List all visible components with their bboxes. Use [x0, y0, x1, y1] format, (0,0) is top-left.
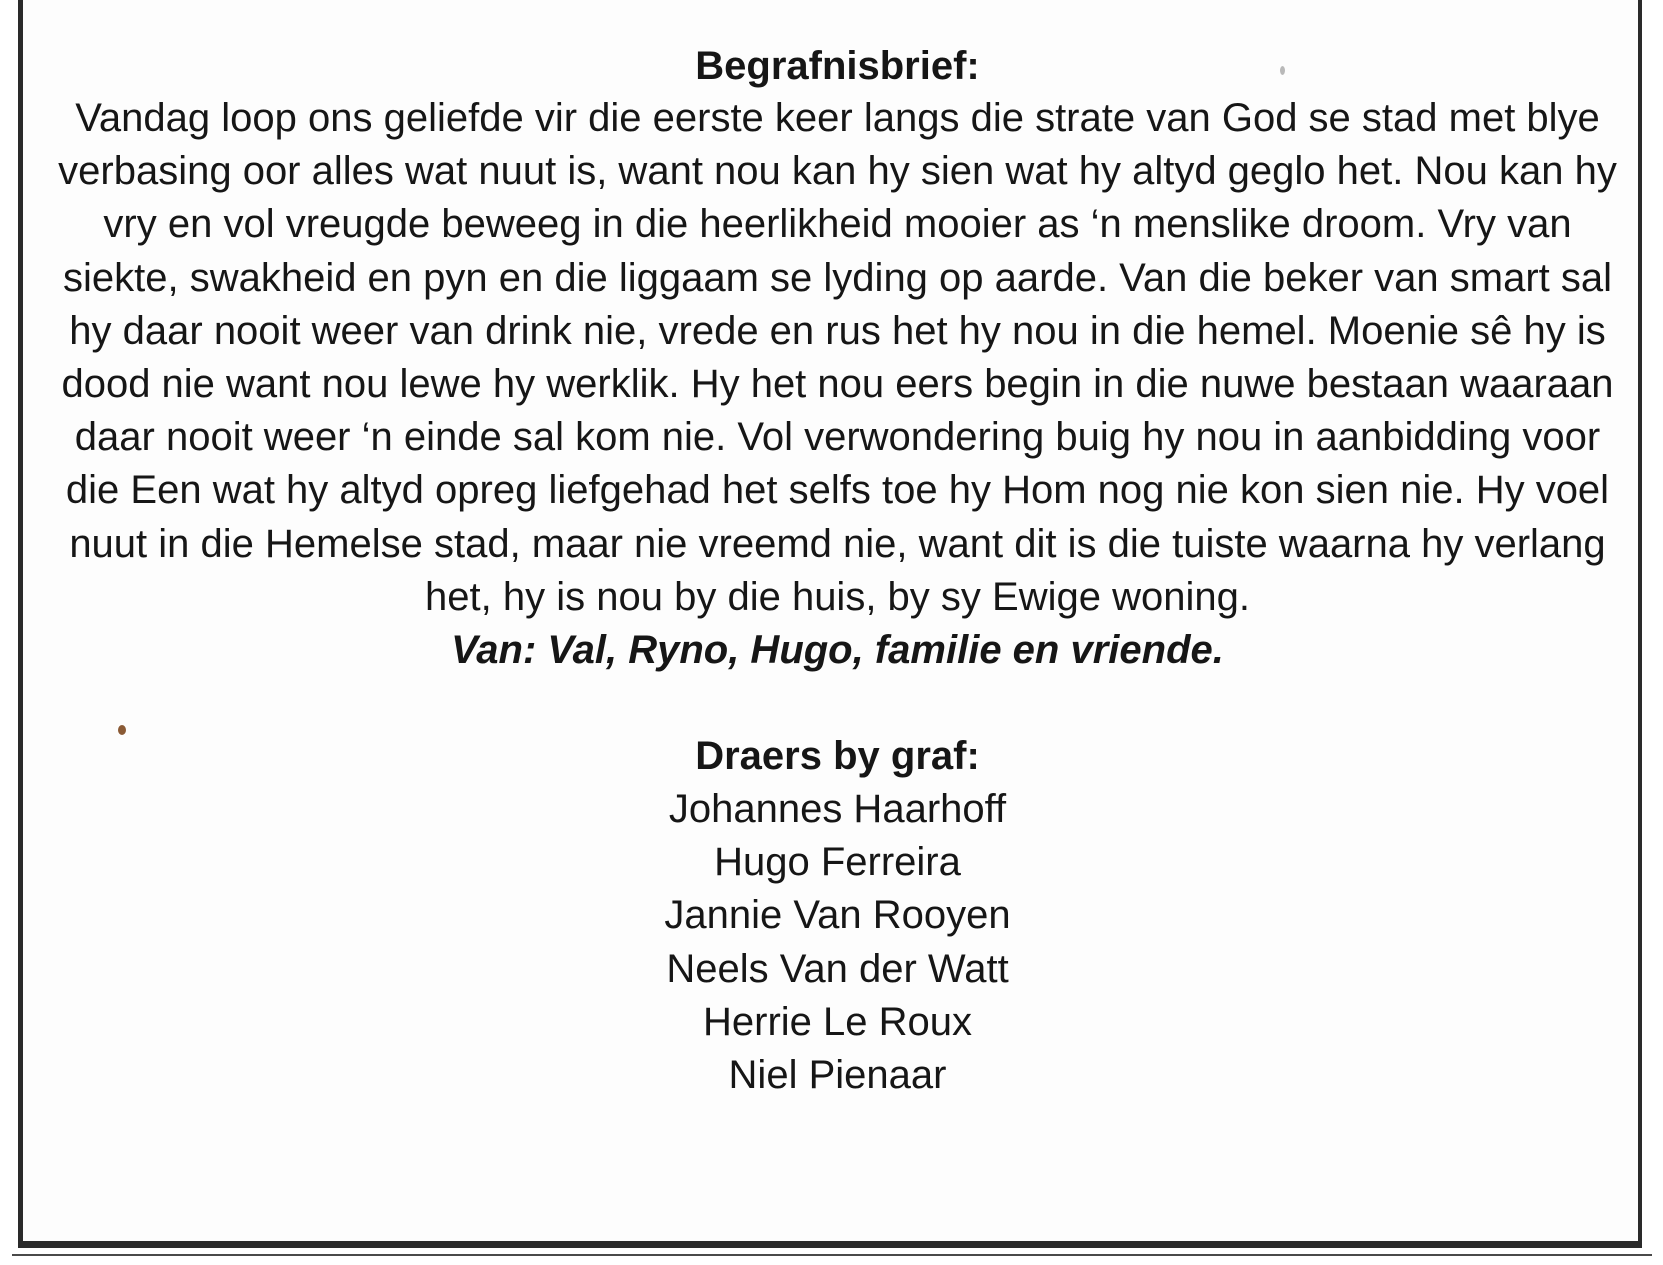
bearers-title: Draers by graf: — [695, 734, 980, 779]
bearer-name: Hugo Ferreira — [714, 840, 961, 885]
bearer-name: Johannes Haarhoff — [668, 787, 1007, 832]
frame-outer-line — [12, 1254, 1652, 1256]
bearer-name: Niel Pienaar — [728, 1053, 947, 1098]
bearer-name: Jannie Van Rooyen — [664, 893, 1011, 938]
bearer-name: Neels Van der Watt — [666, 946, 1009, 991]
bearer-name: Herrie Le Roux — [702, 999, 972, 1044]
letter-signature: Van: Val, Ryno, Hugo, familie en vriende. — [451, 628, 1224, 673]
bearers-list — [50, 783, 1625, 1102]
letter-content — [50, 40, 1625, 1102]
section-spacer — [50, 677, 1625, 730]
letter-body: Vandag loop ons geliefde vir die eerste keer langs die strate van God se stad met blye verbasing oor alles wat nuut is, want nou kan hy sien wat hy altyd geglo het. Nou kan hy vry en vol vreugde beweeg in die heerlikheid mooier as ‘n menslike droom. Vry van siekte, swakheid en pyn en die liggaam se lyding op aarde. Van die beker van smart sal hy daar nooit weer van drink nie, vrede en rus het hy nou in die hemel. Moenie sê hy is dood nie want nou lewe hy werklik. Hy het nou eers begin in die nuwe bestaan waaraan daar nooit weer ‘n einde sal kom nie. Vol verwondering buig hy nou in aanbidding voor die Een wat hy altyd opreg liefgehad het selfs toe hy Hom nog nie kon sien nie. Hy voel nuut in die Hemelse stad, maar nie vreemd nie, want dit is die tuiste waarna hy verlang het, hy is nou by die huis, by sy Ewige woning. — [58, 96, 1617, 619]
letter-title: Begrafnisbrief: — [695, 44, 980, 88]
